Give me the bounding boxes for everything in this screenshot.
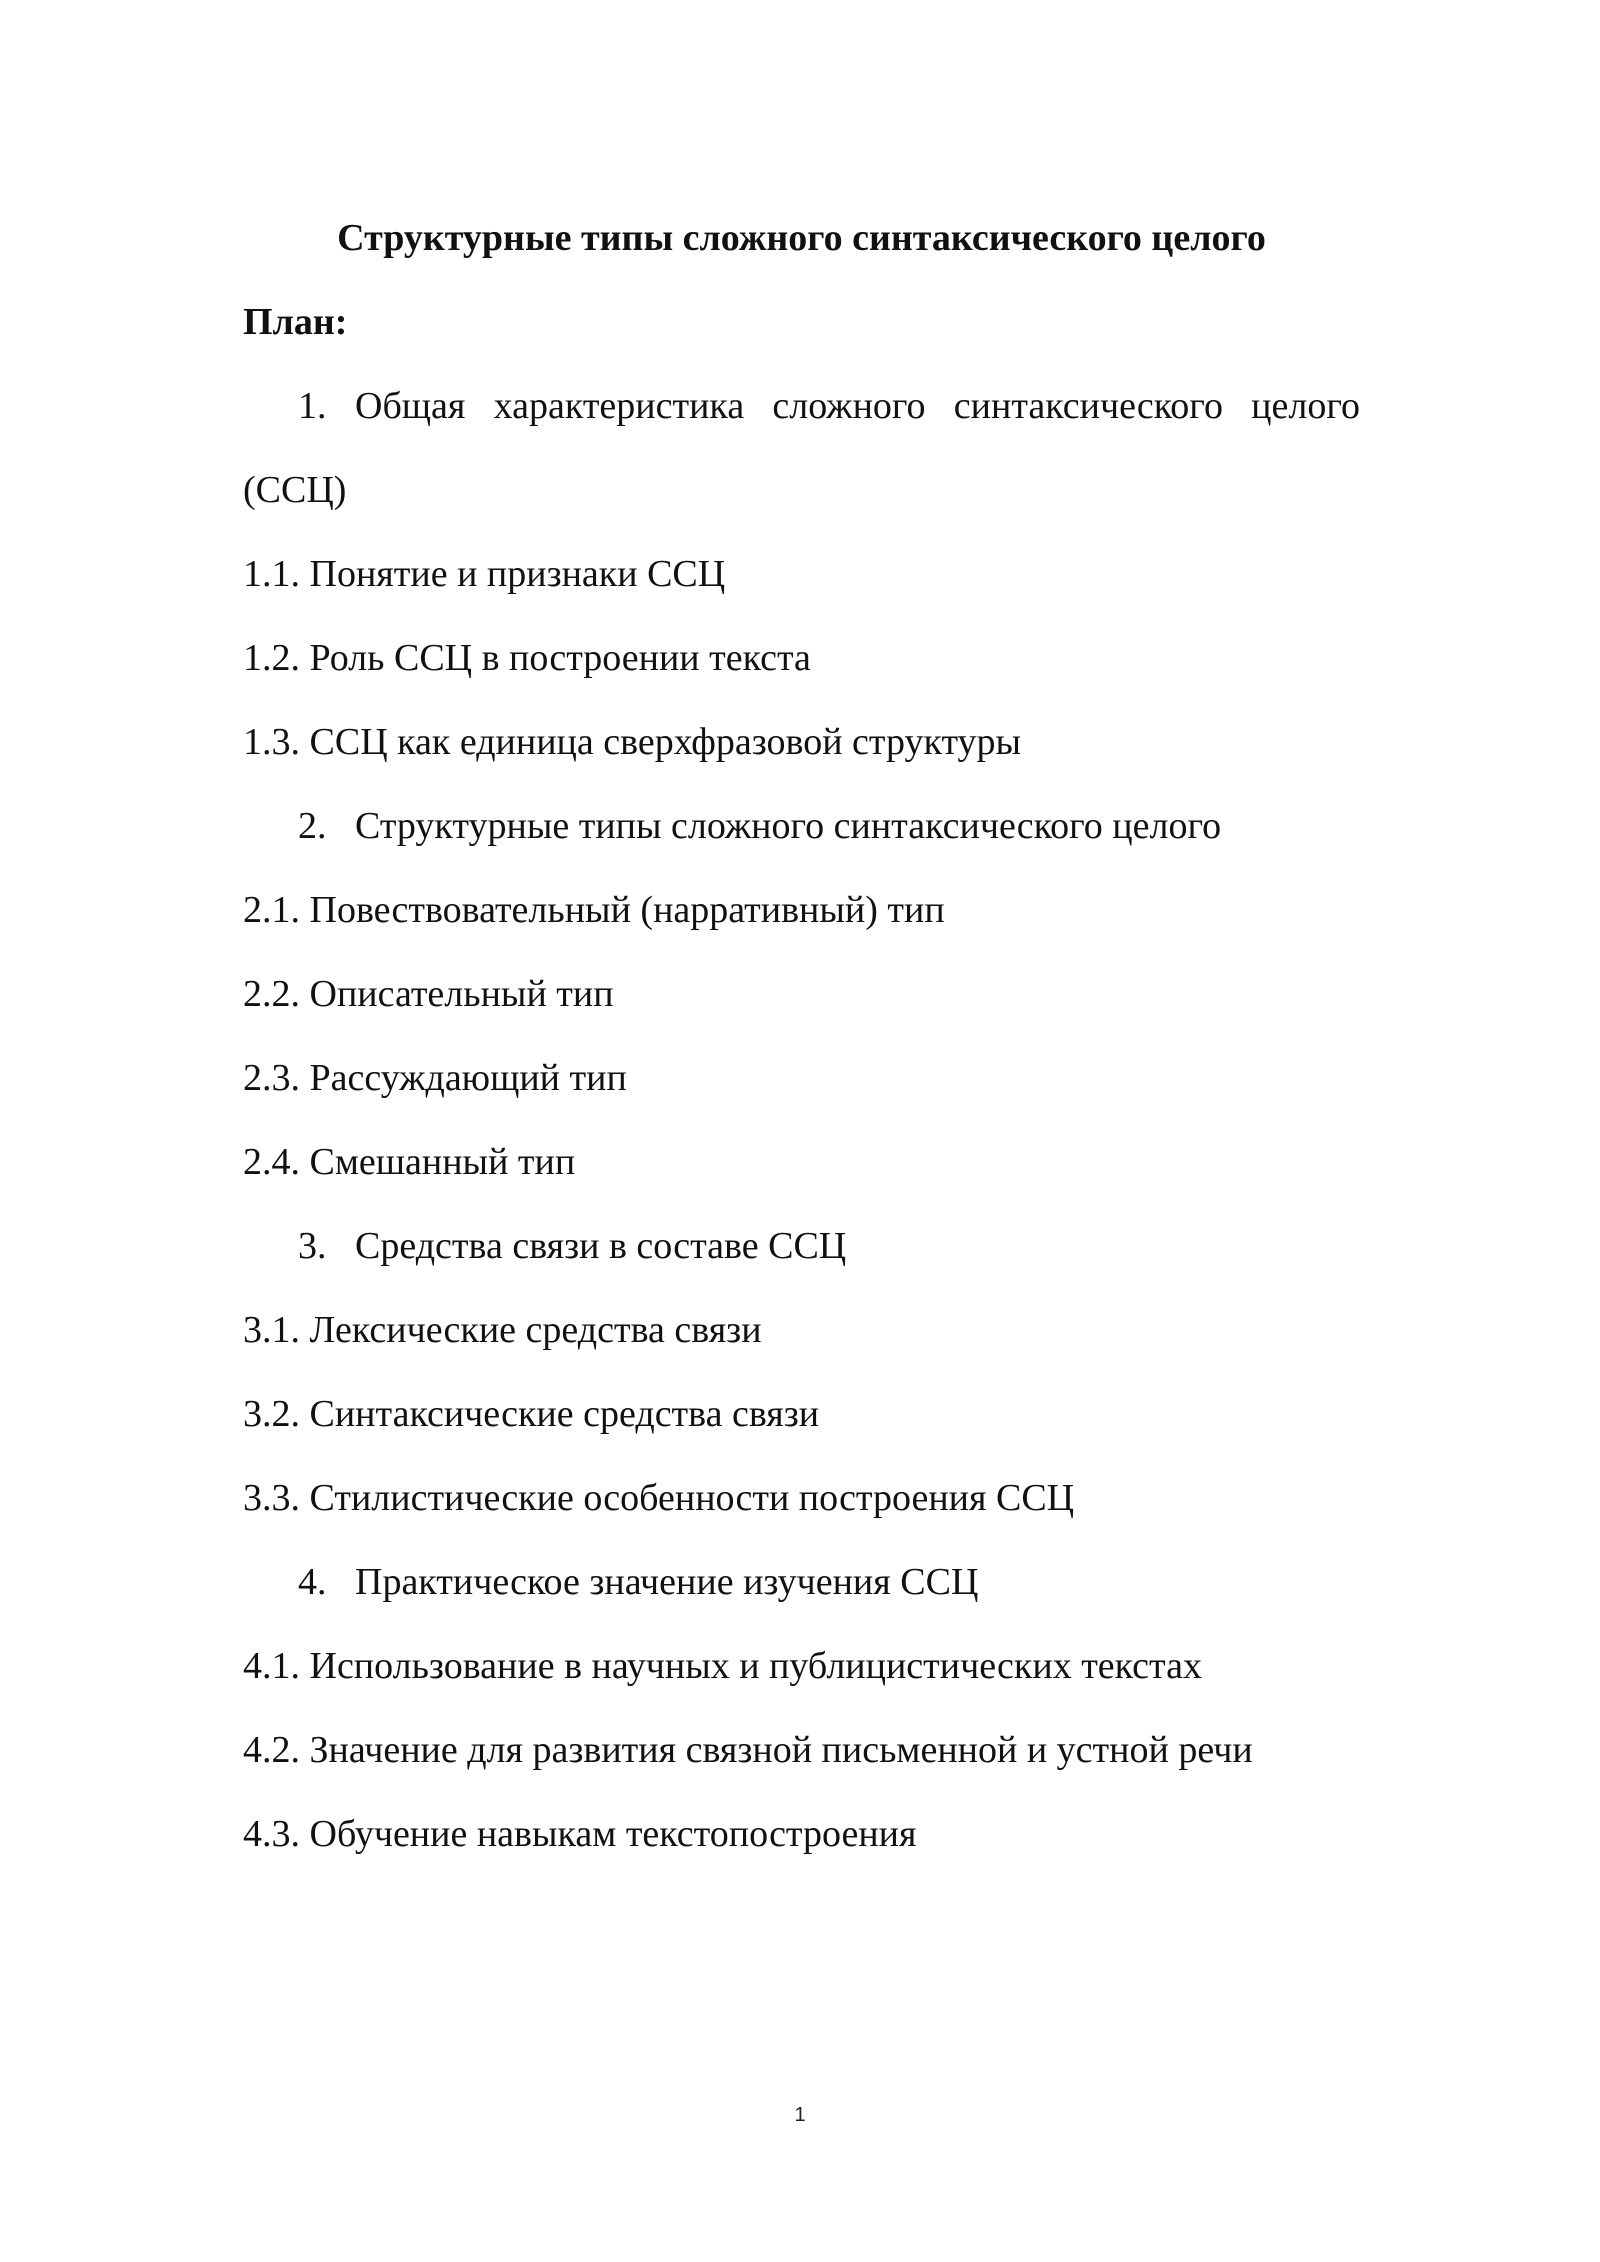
section-title-continuation: (ССЦ) <box>243 469 347 511</box>
section-title: Структурные типы сложного синтаксического целого <box>355 805 1222 847</box>
page-number: 1 <box>794 2104 806 2126</box>
section-title: Общая характеристика сложного синтаксического целого <box>355 385 1360 427</box>
section-title: Практическое значение изучения ССЦ <box>355 1561 979 1603</box>
list-item: 1.3. ССЦ как единица сверхфразовой структуры <box>243 721 1022 763</box>
list-item: 1.2. Роль ССЦ в построении текста <box>243 637 811 679</box>
list-item: 4.1. Использование в научных и публицистических текстах <box>243 1645 1202 1687</box>
document-title: Структурные типы сложного синтаксического целого <box>337 217 1266 259</box>
list-item: 2.3. Рассуждающий тип <box>243 1057 627 1099</box>
section-number: 3. <box>298 1225 327 1267</box>
list-item: 1.1. Понятие и признаки ССЦ <box>243 553 726 595</box>
section-number: 2. <box>298 805 327 847</box>
section-heading-4 <box>243 1544 1360 1628</box>
section-heading-2 <box>243 788 1360 872</box>
list-item: 4.3. Обучение навыкам текстопостроения <box>243 1813 917 1855</box>
section-number: 4. <box>298 1561 327 1603</box>
section-number: 1. <box>298 385 327 427</box>
list-item: 3.3. Стилистические особенности построения ССЦ <box>243 1477 1075 1519</box>
list-item: 4.2. Значение для развития связной письменной и устной речи <box>243 1729 1253 1771</box>
list-item: 2.2. Описательный тип <box>243 973 614 1015</box>
list-item: 3.2. Синтаксические средства связи <box>243 1393 820 1435</box>
list-item: 2.4. Смешанный тип <box>243 1141 576 1183</box>
list-item: 2.1. Повествовательный (нарративный) тип <box>243 889 945 931</box>
section-heading-1 <box>243 368 1360 452</box>
section-heading-3 <box>243 1208 1360 1292</box>
list-item: 3.1. Лексические средства связи <box>243 1309 762 1351</box>
plan-heading: План: <box>243 301 348 343</box>
document-body <box>243 200 1360 1880</box>
section-title: Средства связи в составе ССЦ <box>355 1225 847 1267</box>
